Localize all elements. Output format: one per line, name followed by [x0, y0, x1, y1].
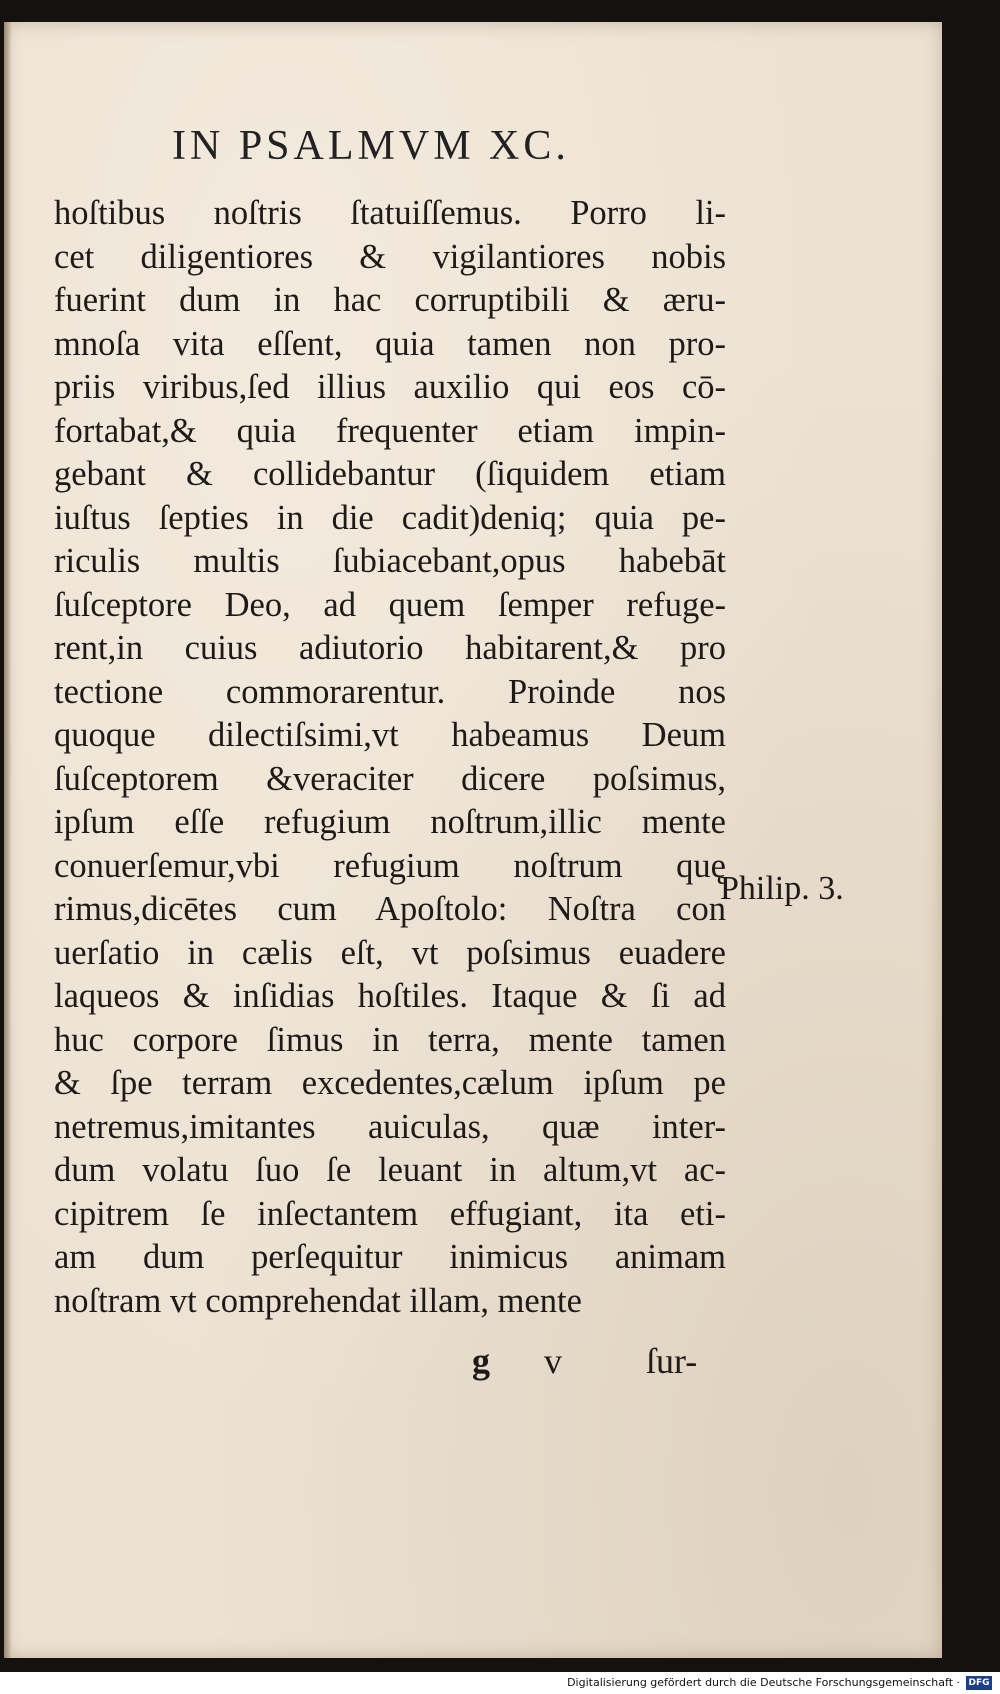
- text-line: mnoſa vita eſſent, quia tamen non pro-: [54, 324, 726, 363]
- signature-number: v: [544, 1341, 562, 1381]
- text-line: hoſtibus noſtris ſtatuiſſemus. Porro li-: [54, 194, 726, 232]
- text-line: fuerint dum in hac corruptibili & æru-: [54, 281, 726, 319]
- digitization-footer: [0, 1672, 1000, 1694]
- text-line: uerſatio in cælis eſt, vt poſsimus euadere: [54, 933, 726, 972]
- text-line: quoque dilectiſsimi,vt habeamus Deum: [54, 716, 726, 754]
- text-line: ſuſceptorem &veraciter dicere poſsimus,: [54, 759, 726, 798]
- text-line: noſtram vt comprehendat illam, mente: [54, 1281, 582, 1320]
- footer-credit: Digitalisierung gefördert durch die Deutsche Forschungsgemeinschaft ·: [567, 1676, 960, 1689]
- text-line: tectione commorarentur. Proinde nos: [54, 672, 726, 711]
- text-line: rimus,dicētes cum Apoſtolo: Noſtra con: [54, 890, 726, 928]
- running-head: IN PSALMVM XC.: [172, 123, 570, 169]
- text-line: huc corpore ſimus in terra, mente tamen: [54, 1020, 726, 1059]
- text-line: & ſpe terram excedentes,cælum ipſum pe: [54, 1064, 726, 1102]
- text-line: ſuſceptore Deo, ad quem ſemper refuge-: [54, 585, 726, 624]
- text-line: fortabat,& quia frequenter etiam impin-: [54, 411, 726, 450]
- book-page: [4, 22, 942, 1658]
- text-line: laqueos & inſidias hoſtiles. Itaque & ſi ad: [54, 977, 726, 1015]
- text-line: netremus,imitantes auiculas, quæ inter-: [54, 1107, 726, 1146]
- text-line: conuerſemur,vbi refugium noſtrum quę: [54, 846, 726, 885]
- text-line: ipſum eſſe refugium noſtrum,illic mente: [54, 803, 726, 841]
- text-line: iuſtus ſepties in die cadit)deniq; quia pe-: [54, 498, 726, 537]
- text-line: rent,in cuius adiutorio habitarent,& pro: [54, 629, 726, 667]
- signature-mark: g: [472, 1341, 490, 1381]
- text-line: am dum perſequitur inimicus animam: [54, 1238, 726, 1276]
- dfg-logo: DFG: [966, 1676, 992, 1690]
- text-line: dum volatu ſuo ſe leuant in altum,vt ac-: [54, 1151, 726, 1189]
- body-text: [54, 192, 726, 1323]
- text-line: riculis multis ſubiacebant,opus habebāt: [54, 542, 726, 580]
- text-line: cipitrem ſe inſectantem effugiant, ita eti-: [54, 1194, 726, 1233]
- marginal-note: Philip. 3.: [720, 870, 844, 907]
- catchword: ſur-: [646, 1341, 698, 1381]
- page-gutter-shadow: [4, 22, 12, 1658]
- text-line: cet diligentiores & vigilantiores nobis: [54, 237, 726, 276]
- text-line: priis viribus,ſed illius auxilio qui eos cō-: [54, 368, 726, 406]
- text-line: gebant & collidebantur (ſiquidem etiam: [54, 455, 726, 493]
